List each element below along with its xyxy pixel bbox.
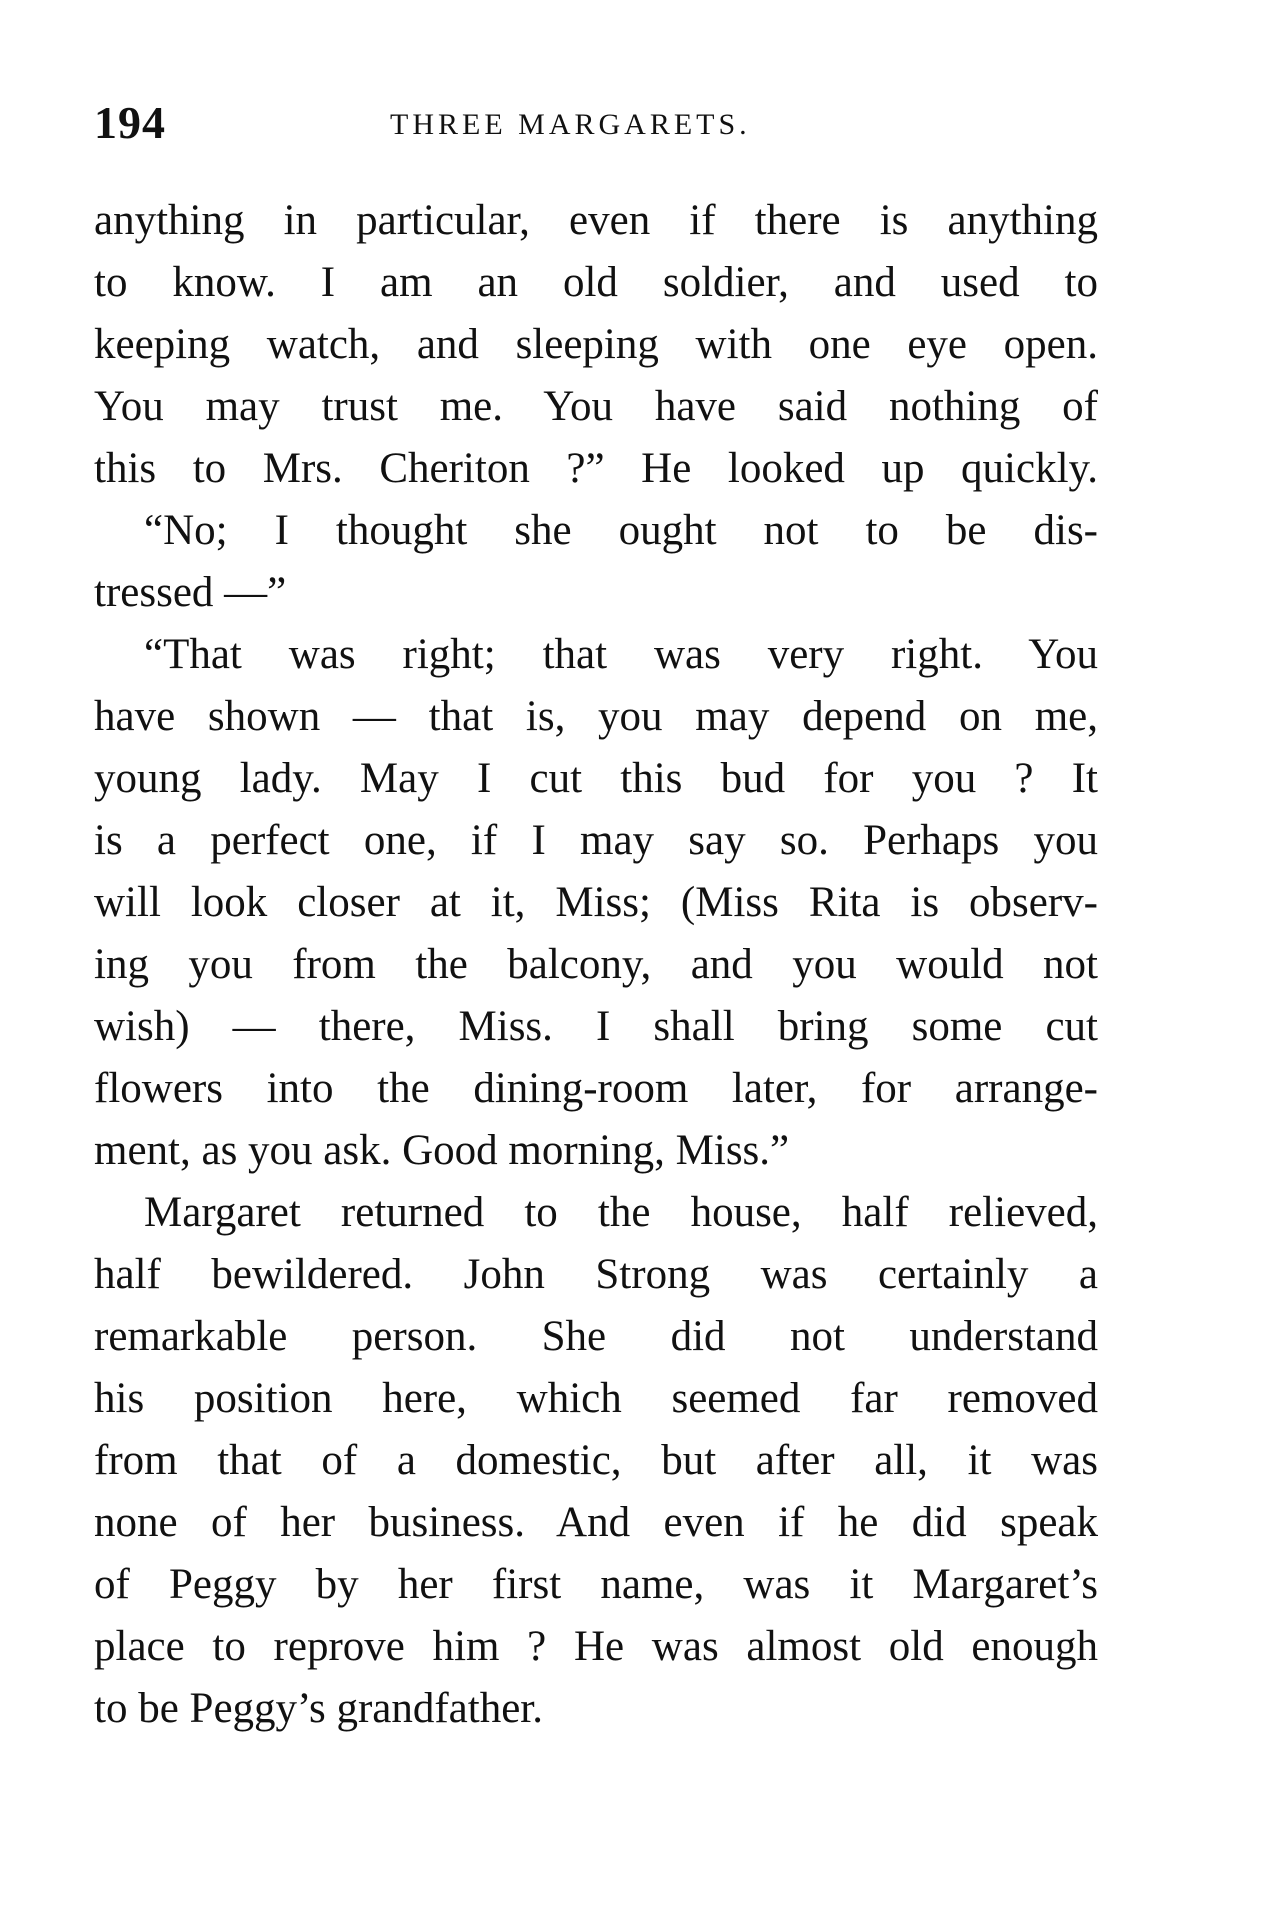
text-line: half bewildered. John Strong was certainly a: [94, 1251, 1098, 1298]
text-line: will look closer at it, Miss; (Miss Rita is observ-: [94, 879, 1098, 926]
text-line: ing you from the balcony, and you would not: [94, 941, 1098, 988]
text-line: have shown — that is, you may depend on me,: [94, 693, 1098, 740]
text-line: none of her business. And even if he did speak: [94, 1499, 1098, 1546]
page-number: 194: [94, 97, 166, 148]
text-line: his position here, which seemed far removed: [94, 1375, 1098, 1422]
text-line: anything in particular, even if there is anything: [94, 197, 1098, 244]
text-line: Margaret returned to the house, half relieved,: [144, 1189, 1098, 1236]
text-line: to know. I am an old soldier, and used to: [94, 259, 1098, 306]
text-line: place to reprove him ? He was almost old enough: [94, 1623, 1098, 1670]
text-line: remarkable person. She did not understand: [94, 1313, 1098, 1360]
text-line: to be Peggy’s grandfather.: [94, 1685, 544, 1732]
page-header: [94, 96, 1094, 156]
text-line: young lady. May I cut this bud for you ? It: [94, 755, 1098, 802]
text-line: You may trust me. You have said nothing of: [94, 383, 1098, 430]
text-line: tressed —”: [94, 569, 287, 616]
text-line: is a perfect one, if I may say so. Perhaps you: [94, 817, 1098, 864]
running-head: THREE MARGARETS.: [390, 108, 751, 141]
text-line: this to Mrs. Cheriton ?” He looked up quickly.: [94, 445, 1098, 492]
text-line: of Peggy by her first name, was it Margaret’s: [94, 1561, 1098, 1608]
text-line: keeping watch, and sleeping with one eye open.: [94, 321, 1098, 368]
text-line: from that of a domestic, but after all, it was: [94, 1437, 1098, 1484]
text-line: wish) — there, Miss. I shall bring some cut: [94, 1003, 1098, 1050]
text-line: “That was right; that was very right. You: [144, 631, 1098, 678]
text-line: “No; I thought she ought not to be dis-: [144, 507, 1098, 554]
text-line: flowers into the dining-room later, for arrange-: [94, 1065, 1098, 1112]
body-text: [94, 190, 1098, 1740]
text-line: ment, as you ask. Good morning, Miss.”: [94, 1127, 790, 1174]
